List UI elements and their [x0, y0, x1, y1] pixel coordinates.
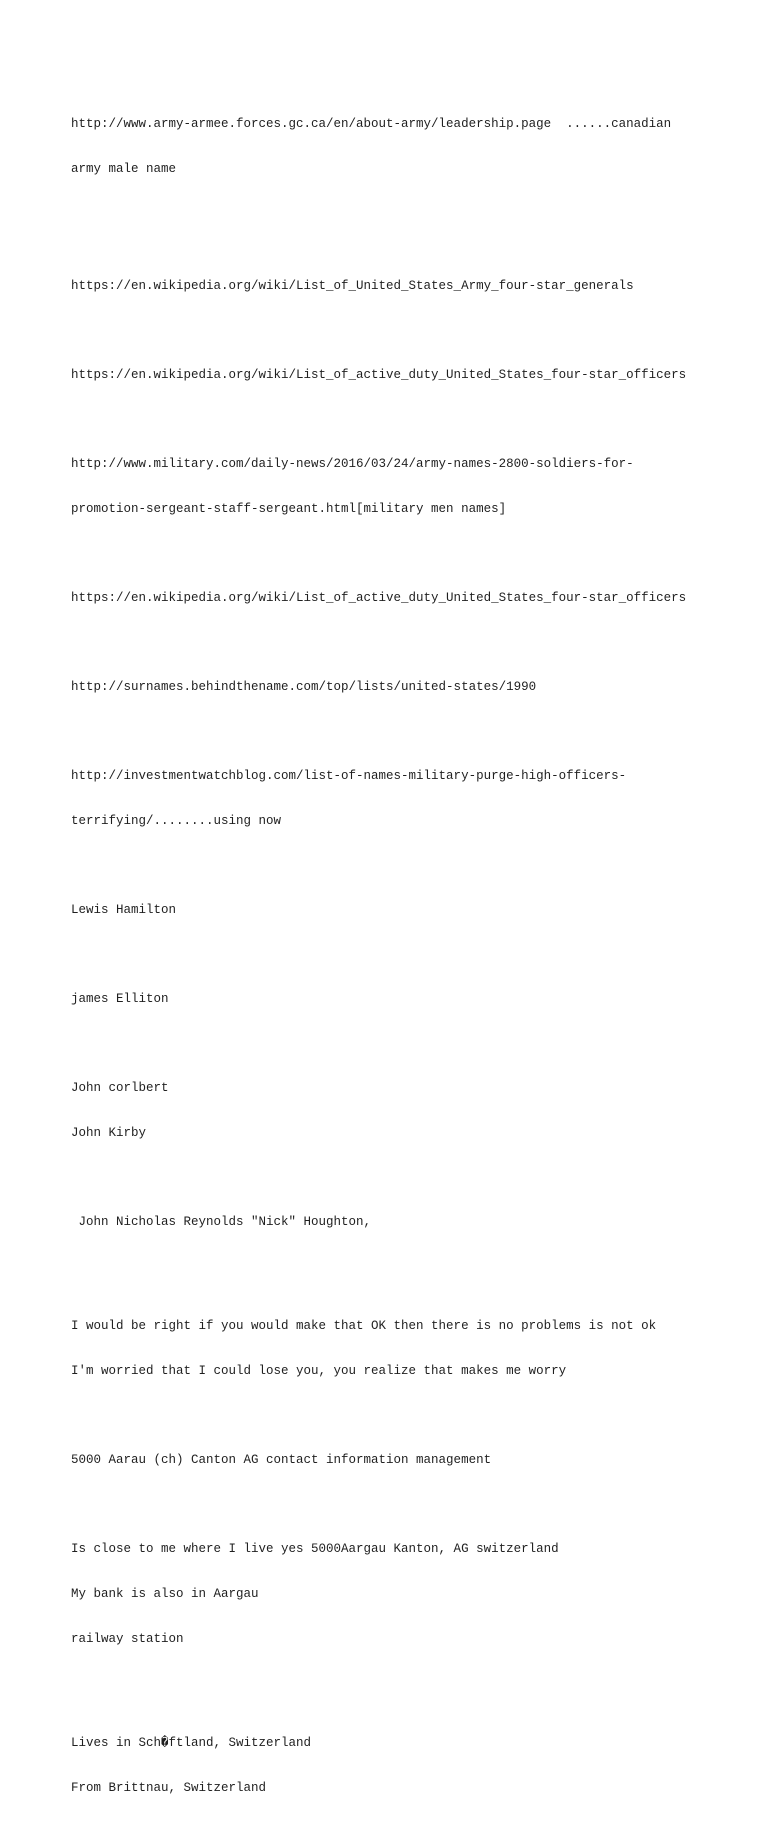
text-line: Is close to me where I live yes 5000Aargau Kanton, AG switzerland	[71, 1542, 559, 1556]
text-line: 5000 Aarau (ch) Canton AG contact information management	[71, 1453, 492, 1467]
url-line: http://surnames.behindthename.com/top/lists/united-states/1990	[71, 680, 537, 694]
url-line: http://www.army-armee.forces.gc.ca/en/about-army/leadership.page ......canadian	[71, 117, 672, 131]
name-line: John corlbert	[71, 1081, 169, 1095]
name-entry	[71, 1051, 731, 1171]
text-line: I'm worried that I could lose you, you realize that makes me worry	[71, 1364, 567, 1378]
text-line: I would be right if you would make that OK then there is no problems is not ok	[71, 1319, 657, 1333]
name-line: Lewis Hamilton	[71, 903, 177, 917]
name-line: John Nicholas Reynolds "Nick" Houghton,	[71, 1215, 372, 1229]
paragraph	[71, 1512, 731, 1677]
url-line: http://investmentwatchblog.com/list-of-names-military-purge-high-officers-	[71, 769, 627, 783]
text-block	[71, 427, 731, 547]
text-block	[71, 338, 731, 413]
text-block	[71, 249, 731, 324]
text-block	[71, 561, 731, 636]
url-line: https://en.wikipedia.org/wiki/List_of_active_duty_United_States_four-star_officers	[71, 591, 687, 605]
document-body	[71, 87, 731, 1826]
text-line: Lives in Sch�ftland, Switzerland	[71, 1736, 312, 1750]
name-line: james Elliton	[71, 992, 169, 1006]
text-line: railway station	[71, 1632, 184, 1646]
url-line: https://en.wikipedia.org/wiki/List_of_United_States_Army_four-star_generals	[71, 279, 634, 293]
text-line: terrifying/........using now	[71, 814, 282, 828]
text-block	[71, 739, 731, 859]
name-entry	[71, 1185, 731, 1260]
text-block	[71, 650, 731, 725]
name-entry	[71, 962, 731, 1037]
text-block	[71, 87, 731, 207]
text-line: promotion-sergeant-staff-sergeant.html[military men names]	[71, 502, 507, 516]
url-line: https://en.wikipedia.org/wiki/List_of_active_duty_United_States_four-star_officers	[71, 368, 687, 382]
url-line: http://www.military.com/daily-news/2016/03/24/army-names-2800-soldiers-for-	[71, 457, 634, 471]
paragraph	[71, 1289, 731, 1409]
name-line: John Kirby	[71, 1126, 147, 1140]
name-entry	[71, 873, 731, 948]
text-line: My bank is also in Aargau	[71, 1587, 259, 1601]
text-line: army male name	[71, 162, 177, 176]
paragraph	[71, 1706, 731, 1826]
paragraph	[71, 1423, 731, 1498]
text-line: From Brittnau, Switzerland	[71, 1781, 267, 1795]
